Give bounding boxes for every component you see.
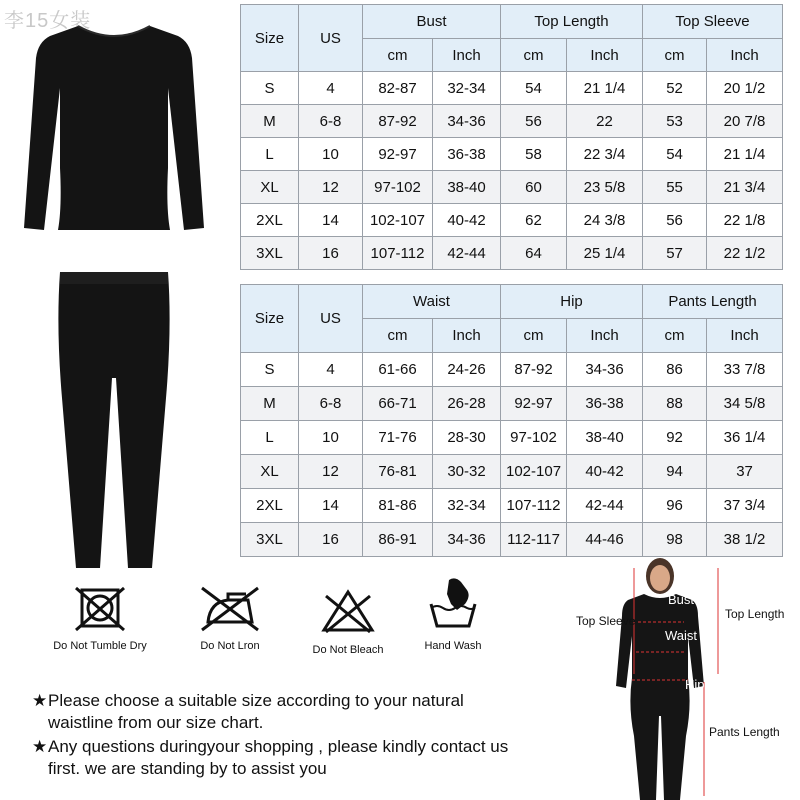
cell: 66-71 <box>363 387 433 421</box>
cell: 36-38 <box>433 138 501 171</box>
size-notes <box>32 690 532 782</box>
cell: 54 <box>643 138 707 171</box>
cell: 20 7/8 <box>707 105 783 138</box>
cell: 6-8 <box>299 105 363 138</box>
cell: 55 <box>643 171 707 204</box>
header-top-sleeve: Top Sleeve <box>643 5 783 39</box>
cell: 36-38 <box>567 387 643 421</box>
cell: 24-26 <box>433 353 501 387</box>
unit-inch: Inch <box>707 319 783 353</box>
cell: 20 1/2 <box>707 72 783 105</box>
cell: 98 <box>643 523 707 557</box>
cell: 86-91 <box>363 523 433 557</box>
cell: 10 <box>299 138 363 171</box>
cell: 37 3/4 <box>707 489 783 523</box>
cell: 38-40 <box>567 421 643 455</box>
care-no-tumble-dry <box>40 586 160 652</box>
cell: 22 1/8 <box>707 204 783 237</box>
cell: 3XL <box>241 523 299 557</box>
cell: 52 <box>643 72 707 105</box>
cell: 2XL <box>241 489 299 523</box>
table-row <box>241 489 783 523</box>
cell: 56 <box>643 204 707 237</box>
cell: 102-107 <box>501 455 567 489</box>
table-row <box>241 353 783 387</box>
table-row <box>241 455 783 489</box>
cell: 44-46 <box>567 523 643 557</box>
cell: 37 <box>707 455 783 489</box>
cell: 14 <box>299 489 363 523</box>
cell: 33 7/8 <box>707 353 783 387</box>
cell: 76-81 <box>363 455 433 489</box>
hand-wash-icon <box>423 574 483 632</box>
no-tumble-dry-icon <box>70 586 130 632</box>
cell: 36 1/4 <box>707 421 783 455</box>
cell: M <box>241 105 299 138</box>
care-hand-wash <box>393 574 513 652</box>
care-label: Do Not Lron <box>200 640 260 652</box>
table-row <box>241 72 783 105</box>
cell: 24 3/8 <box>567 204 643 237</box>
cell: L <box>241 138 299 171</box>
header-us: US <box>299 5 363 72</box>
cell: 81-86 <box>363 489 433 523</box>
cell: 62 <box>501 204 567 237</box>
cell: 4 <box>299 353 363 387</box>
header-bust: Bust <box>363 5 501 39</box>
table-row <box>241 421 783 455</box>
table-row <box>241 138 783 171</box>
cell: XL <box>241 455 299 489</box>
cell: 71-76 <box>363 421 433 455</box>
star-icon: ★ <box>32 737 48 756</box>
cell: 60 <box>501 171 567 204</box>
header-size: Size <box>241 285 299 353</box>
header-waist: Waist <box>363 285 501 319</box>
cell: 22 1/2 <box>707 237 783 270</box>
unit-cm: cm <box>501 39 567 72</box>
cell: 88 <box>643 387 707 421</box>
no-bleach-icon <box>318 586 378 636</box>
cell: 92-97 <box>363 138 433 171</box>
no-iron-icon <box>198 586 262 632</box>
cell: 38-40 <box>433 171 501 204</box>
label-top-length: Top Length <box>725 607 785 621</box>
cell: 107-112 <box>363 237 433 270</box>
cell: S <box>241 72 299 105</box>
cell: 32-34 <box>433 489 501 523</box>
cell: L <box>241 421 299 455</box>
black-pants-image <box>52 268 176 572</box>
cell: 22 3/4 <box>567 138 643 171</box>
cell: 87-92 <box>501 353 567 387</box>
table-row <box>241 523 783 557</box>
care-label: Do Not Tumble Dry <box>53 640 147 652</box>
note-item <box>32 690 532 734</box>
unit-cm: cm <box>363 319 433 353</box>
unit-inch: Inch <box>433 39 501 72</box>
cell: 34-36 <box>567 353 643 387</box>
care-label: Hand Wash <box>424 640 482 652</box>
unit-cm: cm <box>643 39 707 72</box>
cell: 22 <box>567 105 643 138</box>
care-no-iron <box>170 586 290 652</box>
cell: 58 <box>501 138 567 171</box>
care-no-bleach <box>288 586 408 656</box>
pants-size-table <box>240 284 783 557</box>
unit-inch: Inch <box>433 319 501 353</box>
cell: 86 <box>643 353 707 387</box>
top-size-table <box>240 4 783 270</box>
cell: 97-102 <box>501 421 567 455</box>
header-pants-length: Pants Length <box>643 285 783 319</box>
cell: 12 <box>299 455 363 489</box>
cell: 94 <box>643 455 707 489</box>
cell: 3XL <box>241 237 299 270</box>
cell: 34-36 <box>433 523 501 557</box>
cell: M <box>241 387 299 421</box>
cell: 42-44 <box>433 237 501 270</box>
cell: 87-92 <box>363 105 433 138</box>
care-label: Do Not Bleach <box>312 644 384 656</box>
cell: 32-34 <box>433 72 501 105</box>
table-row <box>241 105 783 138</box>
cell: 25 1/4 <box>567 237 643 270</box>
label-top-sleeve: Top Sleeve <box>576 614 636 628</box>
cell: 34-36 <box>433 105 501 138</box>
table-row <box>241 171 783 204</box>
cell: 40-42 <box>567 455 643 489</box>
table-row <box>241 387 783 421</box>
cell: 56 <box>501 105 567 138</box>
cell: 107-112 <box>501 489 567 523</box>
cell: XL <box>241 171 299 204</box>
cell: 42-44 <box>567 489 643 523</box>
cell: 12 <box>299 171 363 204</box>
unit-cm: cm <box>501 319 567 353</box>
cell: 34 5/8 <box>707 387 783 421</box>
cell: 53 <box>643 105 707 138</box>
star-icon: ★ <box>32 691 48 710</box>
cell: 54 <box>501 72 567 105</box>
cell: 21 1/4 <box>567 72 643 105</box>
unit-inch: Inch <box>567 39 643 72</box>
header-top-length: Top Length <box>501 5 643 39</box>
unit-cm: cm <box>363 39 433 72</box>
cell: 30-32 <box>433 455 501 489</box>
cell: 82-87 <box>363 72 433 105</box>
cell: 102-107 <box>363 204 433 237</box>
cell: 21 1/4 <box>707 138 783 171</box>
cell: 97-102 <box>363 171 433 204</box>
cell: 26-28 <box>433 387 501 421</box>
note-text: Any questions duringyour shopping , please kindly contact us first. we are standing by to assist you <box>48 737 509 778</box>
label-bust: Bust <box>668 592 695 607</box>
cell: 92 <box>643 421 707 455</box>
cell: 57 <box>643 237 707 270</box>
note-text: Please choose a suitable size according to your natural waistline from our size chart. <box>48 691 464 732</box>
header-size: Size <box>241 5 299 72</box>
header-hip: Hip <box>501 285 643 319</box>
cell: 40-42 <box>433 204 501 237</box>
cell: 28-30 <box>433 421 501 455</box>
watermark-text: 李15女装 <box>4 10 92 32</box>
cell: 23 5/8 <box>567 171 643 204</box>
label-hip: Hip <box>685 677 705 692</box>
label-pants-length: Pants Length <box>709 725 780 739</box>
cell: 64 <box>501 237 567 270</box>
cell: 14 <box>299 204 363 237</box>
label-waist: Waist <box>665 628 698 643</box>
cell: 61-66 <box>363 353 433 387</box>
unit-inch: Inch <box>707 39 783 72</box>
cell: 2XL <box>241 204 299 237</box>
cell: 4 <box>299 72 363 105</box>
cell: 38 1/2 <box>707 523 783 557</box>
cell: 16 <box>299 523 363 557</box>
cell: 21 3/4 <box>707 171 783 204</box>
cell: 16 <box>299 237 363 270</box>
table-row <box>241 204 783 237</box>
unit-cm: cm <box>643 319 707 353</box>
header-us: US <box>299 285 363 353</box>
cell: S <box>241 353 299 387</box>
cell: 6-8 <box>299 387 363 421</box>
cell: 92-97 <box>501 387 567 421</box>
note-item <box>32 736 532 780</box>
cell: 10 <box>299 421 363 455</box>
black-top-image <box>18 18 210 236</box>
cell: 96 <box>643 489 707 523</box>
unit-inch: Inch <box>567 319 643 353</box>
table-row <box>241 237 783 270</box>
cell: 112-117 <box>501 523 567 557</box>
